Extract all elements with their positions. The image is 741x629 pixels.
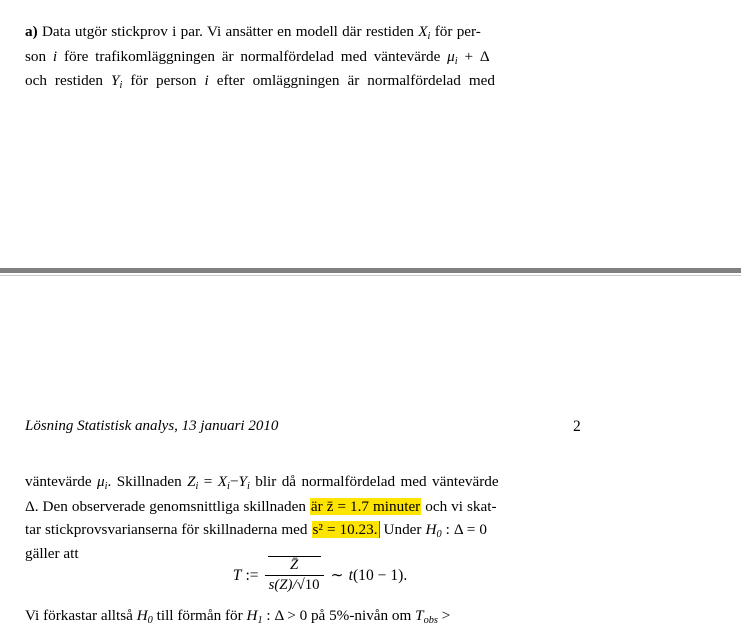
var-delta-2: Δ <box>453 520 463 538</box>
highlight-s2-value: s² = 10.23. <box>312 520 378 538</box>
var-H0-2: H <box>136 607 148 624</box>
top-line-3 <box>25 69 597 94</box>
highlight-zbar-value: är z̄ = 1.7 minuter <box>310 497 421 515</box>
minus-sign: − <box>229 473 239 490</box>
top-line-1-text-2: för per- <box>430 23 481 40</box>
var-H1: H <box>246 607 258 624</box>
top-line-2 <box>25 45 597 70</box>
var-delta: Δ <box>479 47 490 65</box>
bottom-line-2-text-2: och vi skat- <box>421 497 497 515</box>
var-mu-2: μ <box>97 473 105 490</box>
top-line-1-text-1: Data utgör stickprov i par. Vi ansätter en modell där restiden <box>41 23 419 40</box>
last-line-text-4: > <box>437 607 451 624</box>
bottom-line-2 <box>25 495 597 518</box>
var-X-2-subscript: i <box>227 480 230 492</box>
bottom-line-3-text-1: tar stickprovsvarianserna för skillnaderna med <box>25 520 312 538</box>
var-Z-subscript: i <box>195 480 199 492</box>
greater-than-sign: > <box>283 607 300 624</box>
top-line-1 <box>25 20 597 45</box>
equals-zero: = 0 <box>462 520 487 538</box>
last-line-text-1: Vi förkastar alltså <box>25 607 137 624</box>
top-line-3-text-3: efter omläggningen är normalfördelad med <box>208 72 496 90</box>
var-i-2: i <box>204 72 209 90</box>
formula-dist-arg: (10 − 1) <box>352 567 404 585</box>
last-line-colon: : <box>262 607 275 624</box>
bottom-line-3 <box>25 518 597 543</box>
top-paragraph <box>25 20 597 94</box>
bottom-last-line <box>25 607 625 626</box>
formula-assign: := <box>245 567 259 585</box>
item-label-a: a) <box>25 23 38 40</box>
bottom-line-1-text-1: väntevärde <box>25 473 98 490</box>
var-i: i <box>52 47 58 65</box>
var-X-subscript: i <box>427 30 431 42</box>
colon-sep: : <box>441 520 454 538</box>
bottom-line-1 <box>25 470 597 495</box>
last-line-text-3: på 5%-nivån om <box>307 607 416 624</box>
var-Y-2: Y <box>238 473 247 490</box>
top-line-3-text-2: för person <box>122 72 205 90</box>
var-Z: Z <box>187 473 196 490</box>
var-Y-2-subscript: i <box>246 480 250 492</box>
var-mu-2-subscript: i <box>104 480 108 492</box>
var-T-subscript: obs <box>423 614 438 626</box>
var-X: X <box>418 23 428 40</box>
var-H0-2-subscript: 0 <box>147 614 153 626</box>
bottom-line-4: gäller att <box>25 545 79 563</box>
formula-fraction <box>265 557 324 594</box>
zero-value: 0 <box>299 607 308 624</box>
formula-numerator: Z̄ <box>265 557 324 575</box>
bottom-line-2-text-1: Δ. Den observerade genomsnittliga skillnaden <box>25 497 310 515</box>
plus-sign: + <box>457 47 480 65</box>
var-Y-subscript: i <box>119 80 123 92</box>
formula-lhs-T: T <box>232 567 242 585</box>
var-Y: Y <box>111 72 120 90</box>
bottom-line-1-text-2: . Skillnaden <box>107 473 188 490</box>
top-line-2-text-1: son <box>25 47 53 65</box>
var-mu: μ <box>447 47 455 65</box>
var-T: T <box>415 607 424 624</box>
top-line-3-text-1: och restiden <box>25 72 111 90</box>
page-separator-shadow <box>0 275 741 276</box>
var-H1-subscript: 1 <box>257 614 263 626</box>
formula-denominator-s: s(Z)/ <box>268 577 297 593</box>
formula-tilde: ∼ <box>330 567 344 585</box>
bottom-line-3-text-2: Under <box>379 520 426 538</box>
top-line-2-text-2: före trafikomläggningen är normalfördelad med väntevärde <box>57 47 448 65</box>
var-H0-subscript: 0 <box>436 528 442 540</box>
bottom-line-1-text-3: blir då normalfördelad med väntevärde <box>249 473 499 490</box>
bottom-paragraph <box>25 470 597 565</box>
page-number: 2 <box>573 418 581 435</box>
formula-period: . <box>403 567 408 585</box>
page-separator-rule <box>0 268 741 273</box>
last-line-text-2: till förmån för <box>152 607 247 624</box>
formula-dist-t: t <box>348 567 353 585</box>
var-mu-subscript: i <box>454 55 458 67</box>
display-formula <box>0 558 640 595</box>
var-X-2: X <box>217 473 228 490</box>
var-H0: H <box>425 520 437 538</box>
formula-denominator <box>265 575 324 594</box>
var-delta-3: Δ <box>274 607 284 624</box>
equals-sign-1: = <box>198 473 218 490</box>
formula-denominator-sqrt: √10 <box>296 577 320 593</box>
running-footer: Lösning Statistisk analys, 13 januari 2010 <box>25 418 279 434</box>
